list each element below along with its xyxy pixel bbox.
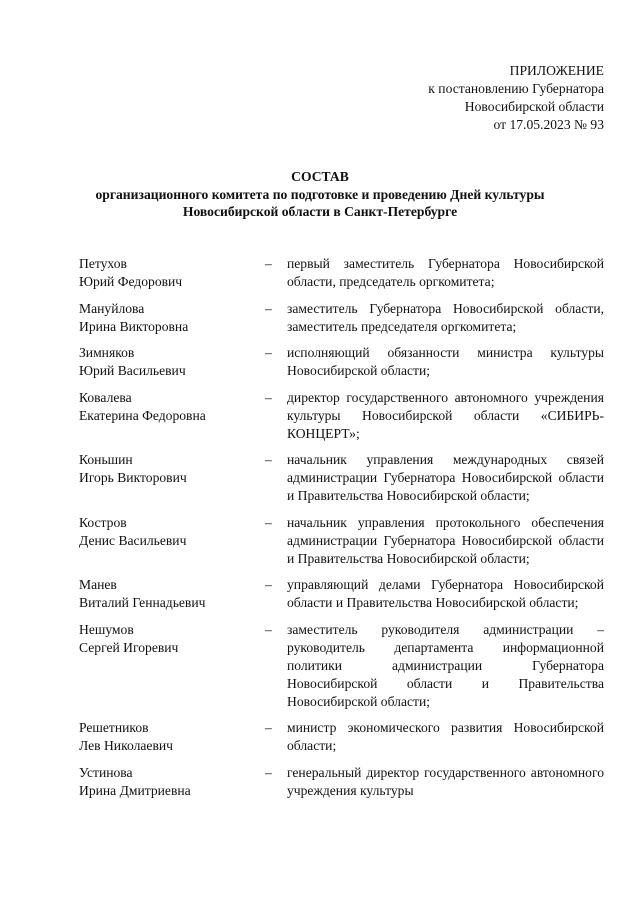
member-role: заместитель Губернатора Новосибирской области, заместитель председателя оргкомитета; bbox=[287, 300, 604, 334]
member-row bbox=[79, 344, 604, 380]
member-row bbox=[79, 719, 604, 755]
appendix-header bbox=[344, 62, 604, 134]
member-given-names: Ирина Викторовна bbox=[79, 318, 189, 334]
member-name bbox=[79, 255, 265, 291]
member-role: управляющий делами Губернатора Новосибирской области и Правительства Новосибирской области; bbox=[287, 577, 604, 610]
member-row bbox=[79, 621, 604, 711]
member-given-names: Екатерина Федоровна bbox=[79, 407, 206, 423]
title-line-3: Новосибирской области в Санкт-Петербурге bbox=[182, 204, 458, 219]
member-row bbox=[79, 764, 604, 800]
member-surname: Манев bbox=[79, 577, 117, 592]
member-surname: Коньшин bbox=[79, 452, 133, 467]
member-given-names: Юрий Васильевич bbox=[79, 363, 186, 378]
member-dash: – bbox=[265, 720, 272, 735]
member-name bbox=[79, 764, 265, 800]
member-dash: – bbox=[265, 389, 272, 405]
member-dash: – bbox=[265, 764, 272, 780]
member-dash: – bbox=[265, 577, 272, 592]
member-dash: – bbox=[265, 514, 272, 530]
member-given-names: Виталий Геннадьевич bbox=[79, 595, 206, 610]
member-dash: – bbox=[265, 452, 272, 467]
member-name bbox=[79, 344, 265, 380]
member-surname: Петухов bbox=[79, 256, 127, 271]
member-name bbox=[79, 621, 265, 657]
member-given-names: Денис Васильевич bbox=[79, 532, 187, 548]
member-role: генеральный директор государственного автономного учреждения культуры bbox=[287, 764, 604, 798]
member-surname: Зимняков bbox=[79, 345, 135, 360]
member-name bbox=[79, 389, 265, 425]
member-row bbox=[79, 300, 604, 336]
member-name bbox=[79, 451, 265, 487]
member-dash: – bbox=[265, 256, 272, 271]
appendix-date-number: от 17.05.2023 № 93 bbox=[493, 117, 604, 132]
document-title bbox=[0, 168, 640, 221]
member-name bbox=[79, 300, 265, 336]
member-row bbox=[79, 389, 604, 443]
appendix-label: ПРИЛОЖЕНИЕ bbox=[509, 63, 604, 78]
member-role: исполняющий обязанности министра культуры Новосибирской области; bbox=[287, 345, 604, 378]
member-role: директор государственного автономного учреждения культуры Новосибирской области «СИБИРЬ-КОНЦЕРТ»; bbox=[287, 389, 604, 441]
member-given-names: Лев Николаевич bbox=[79, 738, 173, 753]
member-row bbox=[79, 255, 604, 291]
member-dash: – bbox=[265, 345, 272, 360]
member-role: начальник управления международных связей администрации Губернатора Новосибирской области и Правительства Новосибирской области; bbox=[287, 452, 604, 503]
member-given-names: Юрий Федорович bbox=[79, 274, 183, 289]
appendix-region: Новосибирской области bbox=[464, 99, 604, 114]
member-surname: Устинова bbox=[79, 764, 133, 780]
member-surname: Нешумов bbox=[79, 621, 134, 637]
member-surname: Решетников bbox=[79, 720, 149, 735]
member-role: первый заместитель Губернатора Новосибирской области, председатель оргкомитета; bbox=[287, 256, 604, 289]
member-surname: Мануйлова bbox=[79, 300, 145, 316]
appendix-decree-ref: к постановлению Губернатора bbox=[428, 81, 604, 96]
member-surname: Ковалева bbox=[79, 389, 132, 405]
member-role: начальник управления протокольного обеспечения администрации Губернатора Новосибирской области и Правительства Новосибирской области; bbox=[287, 514, 604, 566]
member-surname: Костров bbox=[79, 514, 127, 530]
member-dash: – bbox=[265, 621, 272, 637]
member-name bbox=[79, 514, 265, 550]
member-role: министр экономического развития Новосибирской области; bbox=[287, 720, 604, 753]
member-given-names: Сергей Игоревич bbox=[79, 639, 179, 655]
member-given-names: Игорь Викторович bbox=[79, 470, 187, 485]
member-name bbox=[79, 719, 265, 755]
member-row bbox=[79, 576, 604, 612]
title-heading: СОСТАВ bbox=[291, 169, 349, 184]
member-name bbox=[79, 576, 265, 612]
title-line-2: организационного комитета по подготовке и проведению Дней культуры bbox=[95, 186, 545, 202]
member-given-names: Ирина Дмитриевна bbox=[79, 782, 191, 798]
members-list bbox=[79, 255, 604, 808]
member-dash: – bbox=[265, 300, 272, 316]
member-row bbox=[79, 514, 604, 568]
member-role: заместитель руководителя администрации – руководитель департамента информационной политики администрации Губернатора Новосибирской области и Правительства Новосибирской области; bbox=[287, 621, 604, 709]
member-row bbox=[79, 451, 604, 505]
